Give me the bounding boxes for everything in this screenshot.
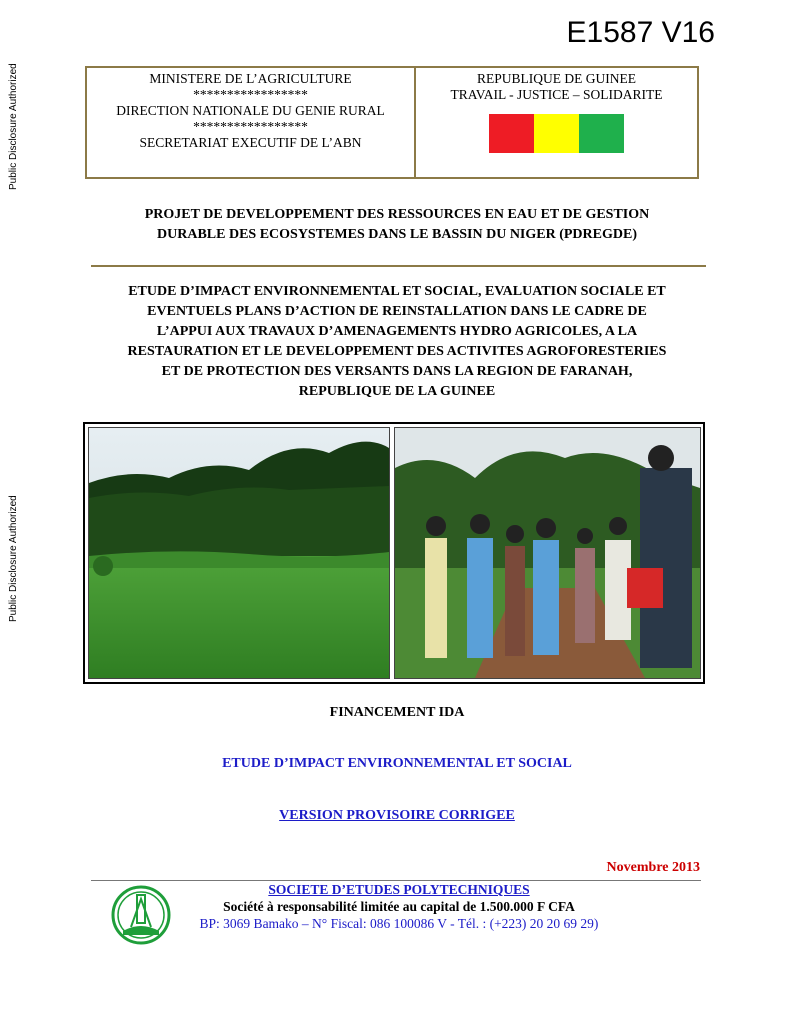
- project-title-line: PROJET DE DEVELOPPEMENT DES RESSOURCES EN EAU ET DE GESTION: [144, 207, 650, 222]
- study-title-line: ETUDE D’IMPACT ENVIRONNEMENTAL ET SOCIAL, EVALUATION SOCIALE ET: [128, 284, 666, 299]
- disclosure-label-bottom: Public Disclosure Authorized: [8, 495, 19, 622]
- direction-name: DIRECTION NATIONALE DU GENIE RURAL: [116, 103, 385, 118]
- field-visit-photo: [394, 427, 701, 679]
- title-divider: [91, 265, 706, 267]
- ministry-name: MINISTERE DE L’AGRICULTURE: [149, 71, 352, 86]
- rice-field-photo: [88, 427, 390, 679]
- flag-green-stripe: [579, 114, 624, 153]
- rice-field-image: [89, 428, 389, 678]
- ministry-block: [87, 68, 416, 177]
- study-title-line: ET DE PROTECTION DES VERSANTS DANS LA REGION DE FARANAH,: [161, 364, 633, 379]
- separator-stars: *****************: [193, 87, 308, 102]
- study-type-label: ETUDE D’IMPACT ENVIRONNEMENTAL ET SOCIAL: [222, 756, 572, 771]
- sep-logo-icon: [109, 885, 173, 945]
- field-visit-image: [395, 428, 700, 678]
- version-label: VERSION PROVISOIRE CORRIGEE: [279, 808, 515, 823]
- republic-motto: TRAVAIL - JUSTICE – SOLIDARITE: [450, 87, 663, 102]
- company-capital: Société à responsabilité limitée au capital de 1.500.000 F CFA: [223, 899, 575, 914]
- project-title-line: DURABLE DES ECOSYSTEMES DANS LE BASSIN DU NIGER (PDREGDE): [157, 227, 637, 242]
- study-title: [84, 282, 710, 402]
- secretariat-name: SECRETARIAT EXECUTIF DE L’ABN: [139, 135, 362, 150]
- financing-label: FINANCEMENT IDA: [329, 705, 465, 720]
- company-logo: [109, 885, 173, 945]
- republic-block: [416, 68, 697, 177]
- photo-frame: [83, 422, 705, 684]
- company-name: SOCIETE D’ETUDES POLYTECHNIQUES: [268, 882, 530, 897]
- publication-date: Novembre 2013: [606, 860, 700, 875]
- republic-name: REPUBLIQUE DE GUINEE: [477, 71, 636, 86]
- guinea-flag: [416, 114, 697, 153]
- project-title: [84, 205, 710, 245]
- company-block: [184, 881, 614, 932]
- company-address: BP: 3069 Bamako – N° Fiscal: 086 100086 V - Tél. : (+223) 20 20 69 29): [199, 916, 599, 931]
- document-id: E1587 V16: [566, 16, 715, 49]
- flag-yellow-stripe: [534, 114, 579, 153]
- study-title-line: REPUBLIQUE DE LA GUINEE: [298, 384, 496, 399]
- study-title-line: L’APPUI AUX TRAVAUX D’AMENAGEMENTS HYDRO AGRICOLES, A LA: [156, 324, 638, 339]
- separator-stars: *****************: [193, 119, 308, 134]
- flag-red-stripe: [489, 114, 534, 153]
- study-title-line: RESTAURATION ET LE DEVELOPPEMENT DES ACTIVITES AGROFORESTERIES: [127, 344, 667, 359]
- header-box: [85, 66, 699, 179]
- disclosure-label-top: Public Disclosure Authorized: [8, 63, 19, 190]
- study-title-line: EVENTUELS PLANS D’ACTION DE REINSTALLATION DANS LE CADRE DE: [147, 304, 647, 319]
